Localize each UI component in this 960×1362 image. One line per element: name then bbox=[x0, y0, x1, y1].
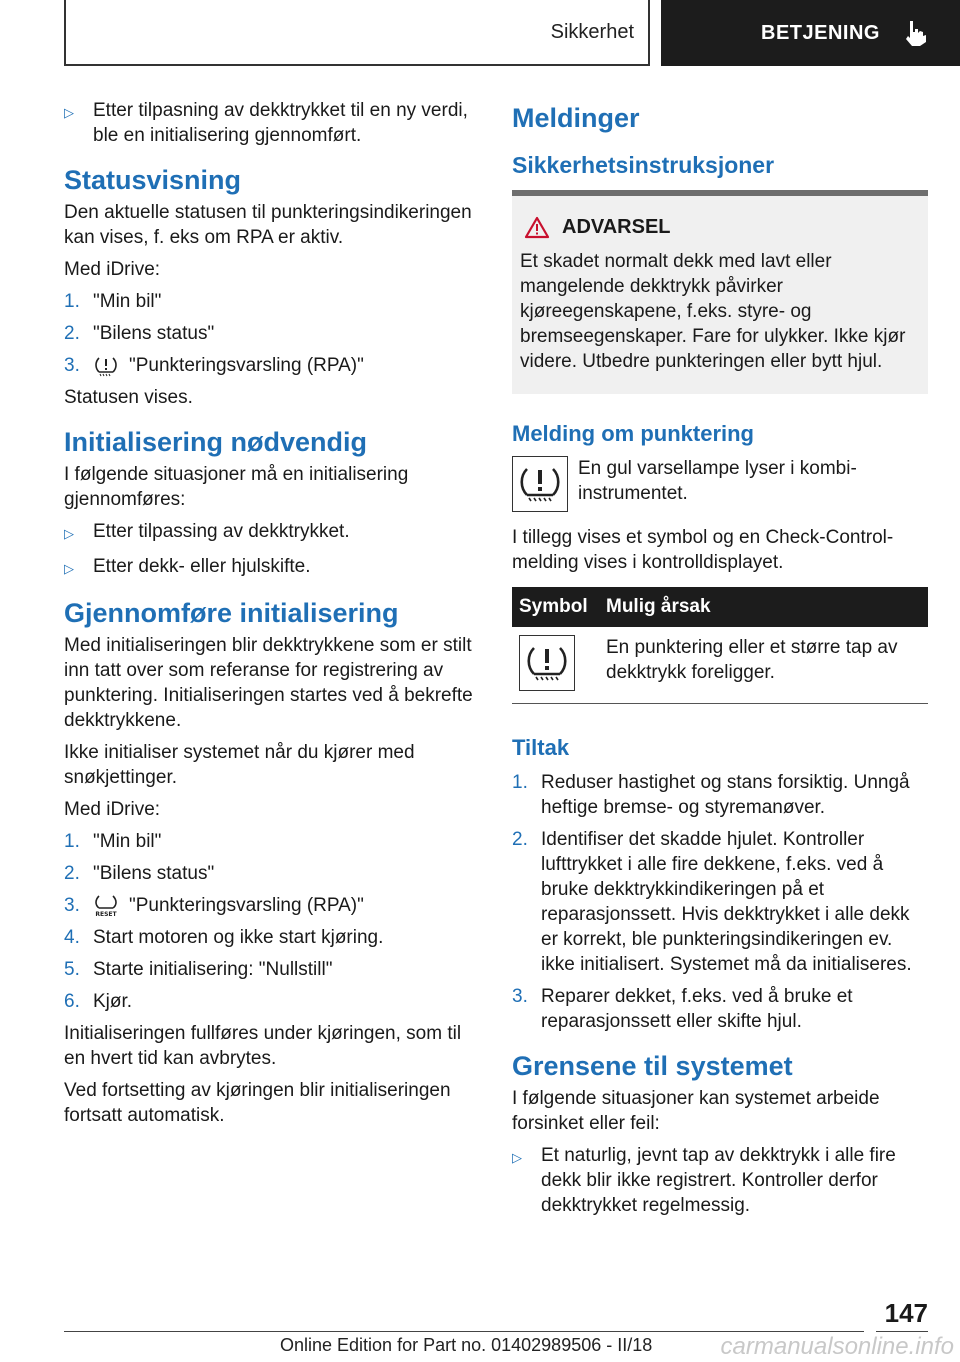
triangle-bullet-icon: ▷ bbox=[64, 105, 74, 120]
list-item: 1. "Min bil" bbox=[64, 831, 162, 852]
list-item: 1. "Min bil" bbox=[64, 291, 162, 312]
list-item: 2. "Bilens status" bbox=[64, 323, 215, 344]
left-column bbox=[64, 98, 476, 1135]
list-item: ▷ Etter dekk- eller hjulskifte. bbox=[64, 554, 476, 581]
chapter-tab bbox=[661, 0, 960, 66]
heading-limits: Grensene til systemet bbox=[512, 1051, 793, 1081]
symbol-table bbox=[512, 587, 928, 704]
tire-warning-icon bbox=[93, 355, 119, 377]
tire-warning-icon bbox=[519, 635, 575, 691]
heading-safety: Sikkerhetsinstruksjoner bbox=[512, 152, 775, 178]
list-item: 5. Starte initialisering: "Nullstill" bbox=[64, 959, 333, 980]
tire-reset-icon bbox=[93, 894, 119, 918]
paragraph: I tillegg vises et symbol og en Check-Control-melding vises i kontrolldisplayet. bbox=[512, 527, 894, 573]
table-row: En punktering eller et større tap av dekktrykk foreligger. bbox=[512, 627, 928, 703]
paragraph: Med iDrive: bbox=[64, 799, 161, 820]
page-number: 147 bbox=[884, 1298, 928, 1328]
heading-messages: Meldinger bbox=[512, 103, 640, 133]
list-item: 2. "Bilens status" bbox=[64, 863, 215, 884]
right-column bbox=[512, 98, 928, 1226]
warning-title: ADVARSEL bbox=[524, 216, 920, 239]
warning-box bbox=[512, 190, 928, 394]
paragraph: Ikke initialiser systemet når du kjører med snøkjettinger. bbox=[64, 742, 415, 788]
triangle-bullet-icon: ▷ bbox=[64, 561, 74, 576]
lamp-info: En gul varsellampe lyser i kombi-instrumentet. bbox=[512, 456, 928, 513]
chapter-title: BETJENING bbox=[761, 21, 880, 44]
tire-warning-icon bbox=[512, 456, 568, 512]
paragraph: Med initialiseringen blir dekktrykkene som er stilt inn tatt over som referanse for registrering av punktering. Initialiseringen startes ved å bekrefte dekktrykkene. bbox=[64, 635, 473, 731]
list-item: ▷ Etter tilpassing av dekktrykket. bbox=[64, 519, 476, 546]
list-item: ▷ Et naturlig, jevnt tap av dekktrykk i alle fire dekk blir ikke registrert. Kontroller derfor dekktrykket regelmessig. bbox=[512, 1145, 896, 1216]
reset-label: RESET bbox=[95, 910, 117, 918]
paragraph: Med iDrive: bbox=[64, 259, 161, 280]
paragraph: Ved fortsetting av kjøringen blir initialiseringen fortsatt automatisk. bbox=[64, 1080, 451, 1126]
table-header: Symbol Mulig årsak bbox=[512, 587, 928, 627]
heading-status: Statusvisning bbox=[64, 165, 242, 195]
list-item: 3. RESET "Punkteringsvarsling (RPA)" bbox=[64, 895, 364, 918]
triangle-bullet-icon: ▷ bbox=[64, 526, 74, 541]
list-item: 3. Reparer dekket, f.eks. ved å bruke et reparasjonssett eller skifte hjul. bbox=[512, 986, 853, 1032]
section-title: Sikkerhet bbox=[550, 20, 634, 43]
paragraph: I følgende situasjoner må en initialisering gjennomføres: bbox=[64, 464, 409, 510]
list-item: 3. "Punkteringsvarsling (RPA)" bbox=[64, 355, 364, 376]
list-item: 4. Start motoren og ikke start kjøring. bbox=[64, 927, 384, 948]
edition-text: Online Edition for Part no. 01402989506 - II/18 bbox=[280, 1335, 653, 1355]
page-header bbox=[0, 0, 960, 66]
paragraph: Den aktuelle statusen til punkteringsindikeringen kan vises, f. eks om RPA er aktiv. bbox=[64, 202, 472, 248]
list-item: ▷ Etter tilpasning av dekktrykket til en ny verdi, ble en initialisering gjennomført. bbox=[64, 100, 468, 146]
heading-puncture: Melding om punktering bbox=[512, 421, 754, 446]
triangle-bullet-icon: ▷ bbox=[512, 1150, 522, 1165]
footer-divider bbox=[64, 1331, 864, 1332]
heading-measures: Tiltak bbox=[512, 735, 570, 760]
pointing-hand-icon bbox=[902, 19, 928, 47]
paragraph: Statusen vises. bbox=[64, 387, 193, 408]
list-item: 6. Kjør. bbox=[64, 991, 133, 1012]
list-item: 2. Identifiser det skadde hjulet. Kontroller lufttrykket i alle fire dekkene, f.eks. ved å bruke dekktrykkindikeringen på et reparasjonssett. Hvis dekktrykket i alle dekk er korrekt, ble punkteringsindikeringen ev. ikke initialisert. Systemet må da initialiseres. bbox=[512, 829, 912, 975]
footer-divider bbox=[876, 1331, 928, 1332]
warning-triangle-icon bbox=[524, 216, 550, 239]
paragraph: Initialiseringen fullføres under kjøringen, som til en hvert tid kan avbrytes. bbox=[64, 1023, 462, 1069]
heading-init-needed: Initialisering nødvendig bbox=[64, 427, 368, 457]
warning-text: Et skadet normalt dekk med lavt eller mangelende dekktrykk påvirker kjøreegenskapene, f.eks. styre- og bremseegenskaper. Fare for ulykker. Ikke kjør videre. Utbedre punkteringen eller bytt hjul. bbox=[520, 251, 906, 372]
heading-perform-init: Gjennomføre initialisering bbox=[64, 598, 399, 628]
section-tab bbox=[64, 0, 650, 66]
list-item: 1. Reduser hastighet og stans forsiktig. Unngå heftige bremse- og styremanøver. bbox=[512, 772, 910, 818]
paragraph: I følgende situasjoner kan systemet arbeide forsinket eller feil: bbox=[512, 1088, 880, 1134]
watermark: carmanualsonline.info bbox=[720, 1333, 954, 1360]
